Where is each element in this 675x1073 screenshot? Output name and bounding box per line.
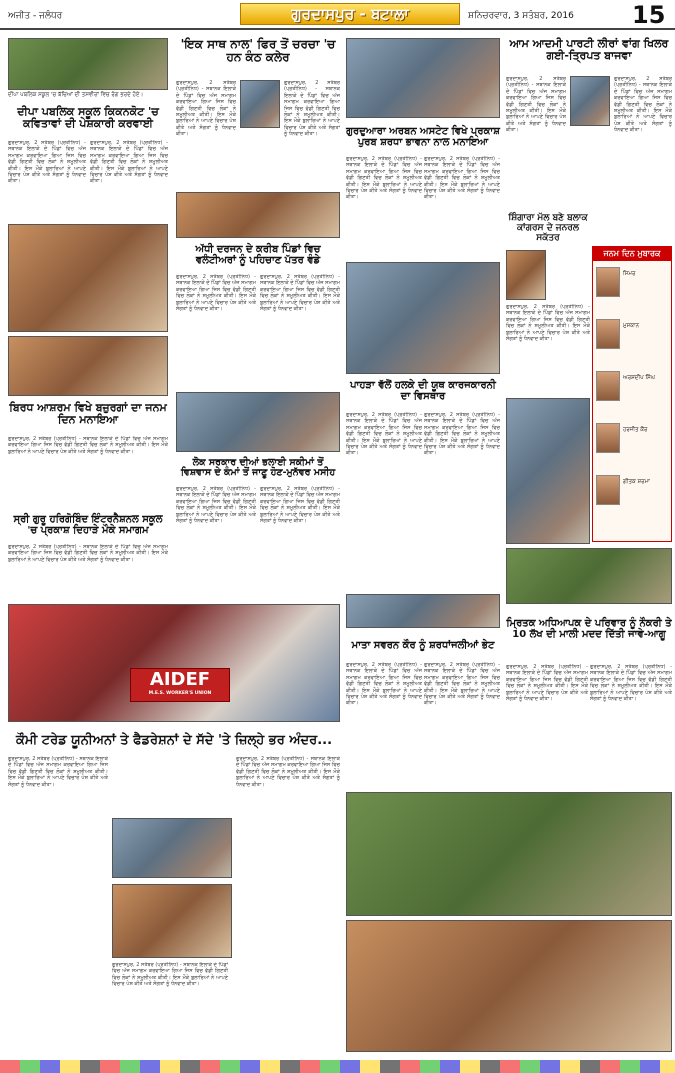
aap-headline: ਆਮ ਆਦਮੀ ਪਾਰਟੀ ਲੀਰਾਂ ਵਾਂਗ ਖਿਲਰ ਗਈ-ਤ੍ਰਿਪਤ ਬਾਜਵਾ — [509, 37, 669, 63]
teachers-photo — [506, 548, 672, 604]
article-body: ਗੁਰਦਾਸਪੁਰ, 2 ਸਤੰਬਰ (ਪ੍ਰਤੀਨਿਧ) - ਸਥਾਨਕ ਇਲਾਕੇ ਦੇ ਪਿੰਡਾਂ ਵਿਚ ਅੱਜ ਸਮਾਗਮ ਕਰਵਾਇਆ ਗਿਆ ਜਿਸ ਵਿਚ ਵੱਡੀ ਗਿਣਤੀ ਵਿਚ ਲੋਕਾਂ ਨੇ ਸ਼ਮੂਲੀਅਤ ਕੀਤੀ। ਇਸ ਮੌਕੇ ਬੁਲਾਰਿਆਂ ਨੇ ਆਪਣੇ ਵਿਚਾਰ ਪੇਸ਼ ਕੀਤੇ ਅਤੇ ਸੰਗਤਾਂ ਨੂੰ ਧੰਨਵਾਦ ਕੀਤਾ। — [8, 544, 168, 563]
article-body: ਗੁਰਦਾਸਪੁਰ, 2 ਸਤੰਬਰ (ਪ੍ਰਤੀਨਿਧ) - ਸਥਾਨਕ ਇਲਾਕੇ ਦੇ ਪਿੰਡਾਂ ਵਿਚ ਅੱਜ ਸਮਾਗਮ ਕਰਵਾਇਆ ਗਿਆ ਜਿਸ ਵਿਚ ਵੱਡੀ ਗਿਣਤੀ ਵਿਚ ਲੋਕਾਂ ਨੇ ਸ਼ਮੂਲੀਅਤ ਕੀਤੀ। ਇਸ ਮੌਕੇ ਬੁਲਾਰਿਆਂ ਨੇ ਆਪਣੇ ਵਿਚਾਰ ਪੇਸ਼ ਕੀਤੇ ਅਤੇ ਸੰਗਤਾਂ ਨੂੰ ਧੰਨਵਾਦ ਕੀਤਾ। — [260, 486, 340, 525]
article-body: ਗੁਰਦਾਸਪੁਰ, 2 ਸਤੰਬਰ (ਪ੍ਰਤੀਨਿਧ) - ਸਥਾਨਕ ਇਲਾਕੇ ਦੇ ਪਿੰਡਾਂ ਵਿਚ ਅੱਜ ਸਮਾਗਮ ਕਰਵਾਇਆ ਗਿਆ ਜਿਸ ਵਿਚ ਵੱਡੀ ਗਿਣਤੀ ਵਿਚ ਲੋਕਾਂ ਨੇ ਸ਼ਮੂਲੀਅਤ ਕੀਤੀ। ਇਸ ਮੌਕੇ ਬੁਲਾਰਿਆਂ ਨੇ ਆਪਣੇ ਵਿਚਾਰ ਪੇਸ਼ ਕੀਤੇ ਅਤੇ ਸੰਗਤਾਂ ਨੂੰ ਧੰਨਵਾਦ ਕੀਤਾ। — [8, 436, 168, 455]
aidef-banner — [130, 668, 230, 702]
article-body: ਗੁਰਦਾਸਪੁਰ, 2 ਸਤੰਬਰ (ਪ੍ਰਤੀਨਿਧ) - ਸਥਾਨਕ ਇਲਾਕੇ ਦੇ ਪਿੰਡਾਂ ਵਿਚ ਅੱਜ ਸਮਾਗਮ ਕਰਵਾਇਆ ਗਿਆ ਜਿਸ ਵਿਚ ਵੱਡੀ ਗਿਣਤੀ ਵਿਚ ਲੋਕਾਂ ਨੇ ਸ਼ਮੂਲੀਅਤ ਕੀਤੀ। ਇਸ ਮੌਕੇ ਬੁਲਾਰਿਆਂ ਨੇ ਆਪਣੇ ਵਿਚਾਰ ਪੇਸ਼ ਕੀਤੇ ਅਤੇ ਸੰਗਤਾਂ ਨੂੰ ਧੰਨਵਾਦ ਕੀਤਾ। — [506, 304, 590, 343]
kid-name: ਮੁਸਕਾਨ — [623, 323, 640, 329]
gurdwara-headline: ਗੁਰਦੁਆਰਾ ਅਰਬਨ ਅਸਟੇਟ ਵਿਖੇ ਪ੍ਰਕਾਸ਼ ਪੁਰਬ ਸ਼ਰਧਾ ਭਾਵਨਾ ਨਾਲ ਮਨਾਇਆ — [346, 126, 500, 148]
trupt-bajwa-photo — [570, 76, 610, 126]
adhi-darjan-headline: ਅੱਧੀ ਦਰਜਨ ਦੇ ਕਰੀਬ ਪਿੰਡਾਂ ਵਿਚ ਵਲੰਟੀਅਰਾਂ ਨੂੰ ਪਹਿਚਾਣ ਪੱਤਰ ਵੰਡੇ — [195, 244, 321, 266]
trade-union-photo — [8, 604, 340, 722]
issue-date: ਸ਼ਨਿਚਰਵਾਰ, 3 ਸਤੰਬਰ, 2016 — [468, 11, 574, 21]
ek-saath-headline: 'ਇਕ ਸਾਥ ਨਾਲ' ਫਿਰ ਤੋਂ ਚਰਚਾ 'ਚ ਹਨ ਕੰਠ ਕਲੇਰ — [180, 37, 336, 65]
page-number: 15 — [632, 1, 666, 29]
trade-union-headline: ਕੌਮੀ ਟਰੇਡ ਯੂਨੀਅਨਾਂ ਤੇ ਫੈਡਰੇਸ਼ਨਾਂ ਦੇ ਸੱਦੇ 'ਤੇ ਜ਼ਿਲ੍ਹੇ ਭਰ ਅੰਦਰ... — [15, 733, 333, 748]
article-body: ਗੁਰਦਾਸਪੁਰ, 2 ਸਤੰਬਰ (ਪ੍ਰਤੀਨਿਧ) - ਸਥਾਨਕ ਇਲਾਕੇ ਦੇ ਪਿੰਡਾਂ ਵਿਚ ਅੱਜ ਸਮਾਗਮ ਕਰਵਾਇਆ ਗਿਆ ਜਿਸ ਵਿਚ ਵੱਡੀ ਗਿਣਤੀ ਵਿਚ ਲੋਕਾਂ ਨੇ ਸ਼ਮੂਲੀਅਤ ਕੀਤੀ। ਇਸ ਮੌਕੇ ਬੁਲਾਰਿਆਂ ਨੇ ਆਪਣੇ ਵਿਚਾਰ ਪੇਸ਼ ਕੀਤੇ ਅਤੇ ਸੰਗਤਾਂ ਨੂੰ ਧੰਨਵਾਦ ਕੀਤਾ। — [590, 664, 672, 703]
kid-name: ਸਿਮਰ — [623, 271, 636, 277]
article-body: ਗੁਰਦਾਸਪੁਰ, 2 ਸਤੰਬਰ (ਪ੍ਰਤੀਨਿਧ) - ਸਥਾਨਕ ਇਲਾਕੇ ਦੇ ਪਿੰਡਾਂ ਵਿਚ ਅੱਜ ਸਮਾਗਮ ਕਰਵਾਇਆ ਗਿਆ ਜਿਸ ਵਿਚ ਵੱਡੀ ਗਿਣਤੀ ਵਿਚ ਲੋਕਾਂ ਨੇ ਸ਼ਮੂਲੀਅਤ ਕੀਤੀ। ਇਸ ਮੌਕੇ ਬੁਲਾਰਿਆਂ ਨੇ ਆਪਣੇ ਵਿਚਾਰ ਪੇਸ਼ ਕੀਤੇ ਅਤੇ ਸੰਗਤਾਂ ਨੂੰ ਧੰਨਵਾਦ ਕੀਤਾ। — [112, 962, 228, 988]
article-body: ਗੁਰਦਾਸਪੁਰ, 2 ਸਤੰਬਰ (ਪ੍ਰਤੀਨਿਧ) - ਸਥਾਨਕ ਇਲਾਕੇ ਦੇ ਪਿੰਡਾਂ ਵਿਚ ਅੱਜ ਸਮਾਗਮ ਕਰਵਾਇਆ ਗਿਆ ਜਿਸ ਵਿਚ ਵੱਡੀ ਗਿਣਤੀ ਵਿਚ ਲੋਕਾਂ ਨੇ ਸ਼ਮੂਲੀਅਤ ਕੀਤੀ। ਇਸ ਮੌਕੇ ਬੁਲਾਰਿਆਂ ਨੇ ਆਪਣੇ ਵਿਚਾਰ ਪੇਸ਼ ਕੀਤੇ ਅਤੇ ਸੰਗਤਾਂ ਨੂੰ ਧੰਨਵਾਦ ਕੀਤਾ। — [506, 76, 566, 134]
rally-photo-2 — [112, 884, 232, 958]
volunteers-photo — [176, 192, 340, 238]
aidef-banner-sub: M.E.S. WORKER'S UNION — [148, 691, 212, 696]
color-registration-strip — [0, 1060, 675, 1073]
kid-name: ਅਰਸ਼ਦੀਪ ਸਿੰਘ — [623, 375, 655, 381]
mata-swaran-photo — [346, 594, 500, 628]
section-title: ਗੁਰਦਾਸਪੁਰ - ਬਟਾਲਾ — [240, 3, 460, 25]
kid-photo — [596, 267, 620, 297]
article-body: ਗੁਰਦਾਸਪੁਰ, 2 ਸਤੰਬਰ (ਪ੍ਰਤੀਨਿਧ) - ਸਥਾਨਕ ਇਲਾਕੇ ਦੇ ਪਿੰਡਾਂ ਵਿਚ ਅੱਜ ਸਮਾਗਮ ਕਰਵਾਇਆ ਗਿਆ ਜਿਸ ਵਿਚ ਵੱਡੀ ਗਿਣਤੀ ਵਿਚ ਲੋਕਾਂ ਨੇ ਸ਼ਮੂਲੀਅਤ ਕੀਤੀ। ਇਸ ਮੌਕੇ ਬੁਲਾਰਿਆਂ ਨੇ ਆਪਣੇ ਵਿਚਾਰ ਪੇਸ਼ ਕੀਤੇ ਅਤੇ ਸੰਗਤਾਂ ਨੂੰ ਧੰਨਵਾਦ ਕੀਤਾ। — [614, 76, 672, 134]
kid-photo — [596, 423, 620, 453]
kid-photo — [596, 319, 620, 349]
birthday-box-title: ਜਨਮ ਦਿਨ ਮੁਬਾਰਕ — [593, 247, 671, 261]
masthead — [0, 0, 675, 30]
ceremony-photo — [346, 262, 500, 374]
school-kids-photo — [8, 224, 168, 332]
singer-portrait-photo — [240, 80, 280, 128]
article-body: ਗੁਰਦਾਸਪੁਰ, 2 ਸਤੰਬਰ (ਪ੍ਰਤੀਨਿਧ) - ਸਥਾਨਕ ਇਲਾਕੇ ਦੇ ਪਿੰਡਾਂ ਵਿਚ ਅੱਜ ਸਮਾਗਮ ਕਰਵਾਇਆ ਗਿਆ ਜਿਸ ਵਿਚ ਵੱਡੀ ਗਿਣਤੀ ਵਿਚ ਲੋਕਾਂ ਨੇ ਸ਼ਮੂਲੀਅਤ ਕੀਤੀ। ਇਸ ਮੌਕੇ ਬੁਲਾਰਿਆਂ ਨੇ ਆਪਣੇ ਵਿਚਾਰ ਪੇਸ਼ ਕੀਤੇ ਅਤੇ ਸੰਗਤਾਂ ਨੂੰ ਧੰਨਵਾਦ ਕੀਤਾ। — [346, 412, 422, 457]
school-event-caption: ਦੀਪਾ ਪਬਲਿਕ ਸਕੂਲ 'ਚ ਬੱਚਿਆਂ ਦੀ ਤਸਵੀਰਾਂ ਵਿਚ ਰੰਗ ਭਰਦੇ ਹੋਏ। — [8, 92, 144, 98]
kid-photo — [596, 475, 620, 505]
article-body: ਗੁਰਦਾਸਪੁਰ, 2 ਸਤੰਬਰ (ਪ੍ਰਤੀਨਿਧ) - ਸਥਾਨਕ ਇਲਾਕੇ ਦੇ ਪਿੰਡਾਂ ਵਿਚ ਅੱਜ ਸਮਾਗਮ ਕਰਵਾਇਆ ਗਿਆ ਜਿਸ ਵਿਚ ਵੱਡੀ ਗਿਣਤੀ ਵਿਚ ਲੋਕਾਂ ਨੇ ਸ਼ਮੂਲੀਅਤ ਕੀਤੀ। ਇਸ ਮੌਕੇ ਬੁਲਾਰਿਆਂ ਨੇ ਆਪਣੇ ਵਿਚਾਰ ਪੇਸ਼ ਕੀਤੇ ਅਤੇ ਸੰਗਤਾਂ ਨੂੰ ਧੰਨਵਾਦ ਕੀਤਾ। — [176, 486, 256, 525]
lok-sarkar-headline: ਲੋਕ ਸਰਕਾਰ ਦੀਆਂ ਭਲਾਈ ਸਕੀਮਾਂ ਤੋਂ ਵਿਸ਼ਵਾਸ ਦੇ ਕੰਮਾਂ ਤੋਂ ਜਾਣੂ ਹੋਣ-ਮੁਨੱਵਰ ਮਸੀਹ — [180, 457, 336, 479]
article-body: ਗੁਰਦਾਸਪੁਰ, 2 ਸਤੰਬਰ (ਪ੍ਰਤੀਨਿਧ) - ਸਥਾਨਕ ਇਲਾਕੇ ਦੇ ਪਿੰਡਾਂ ਵਿਚ ਅੱਜ ਸਮਾਗਮ ਕਰਵਾਇਆ ਗਿਆ ਜਿਸ ਵਿਚ ਵੱਡੀ ਗਿਣਤੀ ਵਿਚ ਲੋਕਾਂ ਨੇ ਸ਼ਮੂਲੀਅਤ ਕੀਤੀ। ਇਸ ਮੌਕੇ ਬੁਲਾਰਿਆਂ ਨੇ ਆਪਣੇ ਵਿਚਾਰ ਪੇਸ਼ ਕੀਤੇ ਅਤੇ ਸੰਗਤਾਂ ਨੂੰ ਧੰਨਵਾਦ ਕੀਤਾ। — [236, 756, 340, 788]
lok-sarkar-photo — [176, 392, 340, 452]
article-body: ਗੁਰਦਾਸਪੁਰ, 2 ਸਤੰਬਰ (ਪ੍ਰਤੀਨਿਧ) - ਸਥਾਨਕ ਇਲਾਕੇ ਦੇ ਪਿੰਡਾਂ ਵਿਚ ਅੱਜ ਸਮਾਗਮ ਕਰਵਾਇਆ ਗਿਆ ਜਿਸ ਵਿਚ ਵੱਡੀ ਗਿਣਤੀ ਵਿਚ ਲੋਕਾਂ ਨੇ ਸ਼ਮੂਲੀਅਤ ਕੀਤੀ। ਇਸ ਮੌਕੇ ਬੁਲਾਰਿਆਂ ਨੇ ਆਪਣੇ ਵਿਚਾਰ ਪੇਸ਼ ਕੀਤੇ ਅਤੇ ਸੰਗਤਾਂ ਨੂੰ ਧੰਨਵਾਦ ਕੀਤਾ। — [8, 756, 108, 788]
aidef-banner-title: AIDEF — [149, 669, 211, 690]
kid-name: ਹਰਜੀਤ ਕੌਰ — [623, 427, 648, 433]
hargobind-school-headline: ਸ੍ਰੀ ਗੁਰੂ ਹਰਿਗੋਬਿੰਦ ਇੰਟਰਨੈਸ਼ਨਲ ਸਕੂਲ 'ਚ ਪ੍ਰਕਾਸ਼ ਦਿਹਾੜੇ ਮੌਕੇ ਸਮਾਗਮ — [13, 514, 163, 536]
kid-photo — [596, 371, 620, 401]
birdh-ashram-photo — [8, 336, 168, 396]
article-body: ਗੁਰਦਾਸਪੁਰ, 2 ਸਤੰਬਰ (ਪ੍ਰਤੀਨਿਧ) - ਸਥਾਨਕ ਇਲਾਕੇ ਦੇ ਪਿੰਡਾਂ ਵਿਚ ਅੱਜ ਸਮਾਗਮ ਕਰਵਾਇਆ ਗਿਆ ਜਿਸ ਵਿਚ ਵੱਡੀ ਗਿਣਤੀ ਵਿਚ ਲੋਕਾਂ ਨੇ ਸ਼ਮੂਲੀਅਤ ਕੀਤੀ। ਇਸ ਮੌਕੇ ਬੁਲਾਰਿਆਂ ਨੇ ਆਪਣੇ ਵਿਚਾਰ ਪੇਸ਼ ਕੀਤੇ ਅਤੇ ਸੰਗਤਾਂ ਨੂੰ ਧੰਨਵਾਦ ਕੀਤਾ। — [424, 156, 500, 201]
article-body: ਗੁਰਦਾਸਪੁਰ, 2 ਸਤੰਬਰ (ਪ੍ਰਤੀਨਿਧ) - ਸਥਾਨਕ ਇਲਾਕੇ ਦੇ ਪਿੰਡਾਂ ਵਿਚ ਅੱਜ ਸਮਾਗਮ ਕਰਵਾਇਆ ਗਿਆ ਜਿਸ ਵਿਚ ਵੱਡੀ ਗਿਣਤੀ ਵਿਚ ਲੋਕਾਂ ਨੇ ਸ਼ਮੂਲੀਅਤ ਕੀਤੀ। ਇਸ ਮੌਕੇ ਬੁਲਾਰਿਆਂ ਨੇ ਆਪਣੇ ਵਿਚਾਰ ਪੇਸ਼ ਕੀਤੇ ਅਤੇ ਸੰਗਤਾਂ ਨੂੰ ਧੰਨਵਾਦ ਕੀਤਾ। — [506, 664, 588, 703]
article-body: ਗੁਰਦਾਸਪੁਰ, 2 ਸਤੰਬਰ (ਪ੍ਰਤੀਨਿਧ) - ਸਥਾਨਕ ਇਲਾਕੇ ਦੇ ਪਿੰਡਾਂ ਵਿਚ ਅੱਜ ਸਮਾਗਮ ਕਰਵਾਇਆ ਗਿਆ ਜਿਸ ਵਿਚ ਵੱਡੀ ਗਿਣਤੀ ਵਿਚ ਲੋਕਾਂ ਨੇ ਸ਼ਮੂਲੀਅਤ ਕੀਤੀ। ਇਸ ਮੌਕੇ ਬੁਲਾਰਿਆਂ ਨੇ ਆਪਣੇ ਵਿਚਾਰ ਪੇਸ਼ ਕੀਤੇ ਅਤੇ ਸੰਗਤਾਂ ਨੂੰ ਧੰਨਵਾਦ ਕੀਤਾ। — [346, 156, 422, 201]
birdh-ashram-headline: ਬਿਰਧ ਆਸ਼ਰਮ ਵਿਖੇ ਬਜ਼ੁਰਗਾਂ ਦਾ ਜਨਮ ਦਿਨ ਮਨਾਇਆ — [9, 401, 167, 427]
shingara-headline: ਸ਼ਿੰਗਾਰਾ ਮੱਲ ਬਣੇ ਬਲਾਕ ਕਾਂਗਰਸ ਦੇ ਜਨਰਲ ਸਕੱਤਰ — [508, 213, 588, 243]
article-body: ਗੁਰਦਾਸਪੁਰ, 2 ਸਤੰਬਰ (ਪ੍ਰਤੀਨਿਧ) - ਸਥਾਨਕ ਇਲਾਕੇ ਦੇ ਪਿੰਡਾਂ ਵਿਚ ਅੱਜ ਸਮਾਗਮ ਕਰਵਾਇਆ ਗਿਆ ਜਿਸ ਵਿਚ ਵੱਡੀ ਗਿਣਤੀ ਵਿਚ ਲੋਕਾਂ ਨੇ ਸ਼ਮੂਲੀਅਤ ਕੀਤੀ। ਇਸ ਮੌਕੇ ਬੁਲਾਰਿਆਂ ਨੇ ਆਪਣੇ ਵਿਚਾਰ ਪੇਸ਼ ਕੀਤੇ ਅਤੇ ਸੰਗਤਾਂ ਨੂੰ ਧੰਨਵਾਦ ਕੀਤਾ। — [284, 80, 340, 138]
edition-label: ਅਜੀਤ - ਜਲੰਧਰ — [8, 11, 63, 21]
union-members-photo — [346, 920, 672, 1052]
school-event-photo — [8, 38, 168, 90]
union-leaders-photo — [346, 792, 672, 916]
article-body: ਗੁਰਦਾਸਪੁਰ, 2 ਸਤੰਬਰ (ਪ੍ਰਤੀਨਿਧ) - ਸਥਾਨਕ ਇਲਾਕੇ ਦੇ ਪਿੰਡਾਂ ਵਿਚ ਅੱਜ ਸਮਾਗਮ ਕਰਵਾਇਆ ਗਿਆ ਜਿਸ ਵਿਚ ਵੱਡੀ ਗਿਣਤੀ ਵਿਚ ਲੋਕਾਂ ਨੇ ਸ਼ਮੂਲੀਅਤ ਕੀਤੀ। ਇਸ ਮੌਕੇ ਬੁਲਾਰਿਆਂ ਨੇ ਆਪਣੇ ਵਿਚਾਰ ਪੇਸ਼ ਕੀਤੇ ਅਤੇ ਸੰਗਤਾਂ ਨੂੰ ਧੰਨਵਾਦ ਕੀਤਾ। — [8, 140, 86, 185]
mritak-headline: ਮ੍ਰਿਤਕ ਅਧਿਆਪਕ ਦੇ ਪਰਿਵਾਰ ਨੂੰ ਨੌਕਰੀ ਤੇ 10 ਲੱਖ ਦੀ ਮਾਲੀ ਮਦਦ ਦਿੱਤੀ ਜਾਵੇ-ਆਗੂ — [506, 618, 672, 640]
pahra-headline: ਪਾਹੜਾ ਵੱਲੋਂ ਹਲਕੇ ਦੀ ਯੂਥ ਕਾਰਜਕਾਰਨੀ ਦਾ ਵਿਸਥਾਰ — [350, 380, 496, 402]
gurdwara-photo — [346, 38, 500, 118]
article-body: ਗੁਰਦਾਸਪੁਰ, 2 ਸਤੰਬਰ (ਪ੍ਰਤੀਨਿਧ) - ਸਥਾਨਕ ਇਲਾਕੇ ਦੇ ਪਿੰਡਾਂ ਵਿਚ ਅੱਜ ਸਮਾਗਮ ਕਰਵਾਇਆ ਗਿਆ ਜਿਸ ਵਿਚ ਵੱਡੀ ਗਿਣਤੀ ਵਿਚ ਲੋਕਾਂ ਨੇ ਸ਼ਮੂਲੀਅਤ ਕੀਤੀ। ਇਸ ਮੌਕੇ ਬੁਲਾਰਿਆਂ ਨੇ ਆਪਣੇ ਵਿਚਾਰ ਪੇਸ਼ ਕੀਤੇ ਅਤੇ ਸੰਗਤਾਂ ਨੂੰ ਧੰਨਵਾਦ ਕੀਤਾ। — [260, 274, 340, 313]
article-body: ਗੁਰਦਾਸਪੁਰ, 2 ਸਤੰਬਰ (ਪ੍ਰਤੀਨਿਧ) - ਸਥਾਨਕ ਇਲਾਕੇ ਦੇ ਪਿੰਡਾਂ ਵਿਚ ਅੱਜ ਸਮਾਗਮ ਕਰਵਾਇਆ ਗਿਆ ਜਿਸ ਵਿਚ ਵੱਡੀ ਗਿਣਤੀ ਵਿਚ ਲੋਕਾਂ ਨੇ ਸ਼ਮੂਲੀਅਤ ਕੀਤੀ। ਇਸ ਮੌਕੇ ਬੁਲਾਰਿਆਂ ਨੇ ਆਪਣੇ ਵਿਚਾਰ ਪੇਸ਼ ਕੀਤੇ ਅਤੇ ਸੰਗਤਾਂ ਨੂੰ ਧੰਨਵਾਦ ਕੀਤਾ। — [424, 412, 500, 457]
article-body: ਗੁਰਦਾਸਪੁਰ, 2 ਸਤੰਬਰ (ਪ੍ਰਤੀਨਿਧ) - ਸਥਾਨਕ ਇਲਾਕੇ ਦੇ ਪਿੰਡਾਂ ਵਿਚ ਅੱਜ ਸਮਾਗਮ ਕਰਵਾਇਆ ਗਿਆ ਜਿਸ ਵਿਚ ਵੱਡੀ ਗਿਣਤੀ ਵਿਚ ਲੋਕਾਂ ਨੇ ਸ਼ਮੂਲੀਅਤ ਕੀਤੀ। ਇਸ ਮੌਕੇ ਬੁਲਾਰਿਆਂ ਨੇ ਆਪਣੇ ਵਿਚਾਰ ਪੇਸ਼ ਕੀਤੇ ਅਤੇ ਸੰਗਤਾਂ ਨੂੰ ਧੰਨਵਾਦ ਕੀਤਾ। — [346, 662, 422, 707]
protest-photo — [506, 398, 590, 544]
rally-photo-1 — [112, 818, 232, 878]
birthday-box — [592, 246, 672, 542]
article-body: ਗੁਰਦਾਸਪੁਰ, 2 ਸਤੰਬਰ (ਪ੍ਰਤੀਨਿਧ) - ਸਥਾਨਕ ਇਲਾਕੇ ਦੇ ਪਿੰਡਾਂ ਵਿਚ ਅੱਜ ਸਮਾਗਮ ਕਰਵਾਇਆ ਗਿਆ ਜਿਸ ਵਿਚ ਵੱਡੀ ਗਿਣਤੀ ਵਿਚ ਲੋਕਾਂ ਨੇ ਸ਼ਮੂਲੀਅਤ ਕੀਤੀ। ਇਸ ਮੌਕੇ ਬੁਲਾਰਿਆਂ ਨੇ ਆਪਣੇ ਵਿਚਾਰ ਪੇਸ਼ ਕੀਤੇ ਅਤੇ ਸੰਗਤਾਂ ਨੂੰ ਧੰਨਵਾਦ ਕੀਤਾ। — [90, 140, 168, 185]
shingara-mall-photo — [506, 250, 546, 300]
article-body: ਗੁਰਦਾਸਪੁਰ, 2 ਸਤੰਬਰ (ਪ੍ਰਤੀਨਿਧ) - ਸਥਾਨਕ ਇਲਾਕੇ ਦੇ ਪਿੰਡਾਂ ਵਿਚ ਅੱਜ ਸਮਾਗਮ ਕਰਵਾਇਆ ਗਿਆ ਜਿਸ ਵਿਚ ਵੱਡੀ ਗਿਣਤੀ ਵਿਚ ਲੋਕਾਂ ਨੇ ਸ਼ਮੂਲੀਅਤ ਕੀਤੀ। ਇਸ ਮੌਕੇ ਬੁਲਾਰਿਆਂ ਨੇ ਆਪਣੇ ਵਿਚਾਰ ਪੇਸ਼ ਕੀਤੇ ਅਤੇ ਸੰਗਤਾਂ ਨੂੰ ਧੰਨਵਾਦ ਕੀਤਾ। — [424, 662, 500, 707]
mata-swaran-headline: ਮਾਤਾ ਸਵਰਨ ਕੌਰ ਨੂੰ ਸ਼ਰਧਾਂਜਲੀਆਂ ਭੇਟ — [351, 640, 495, 651]
school-event-headline: ਦੀਪਾ ਪਬਲਿਕ ਸਕੂਲ ਕਿਕਨਕੋਟ 'ਚ ਕਵਿਤਾਵਾਂ ਦੀ ਪੇਸ਼ਕਾਰੀ ਕਰਵਾਈ — [17, 105, 159, 131]
article-body: ਗੁਰਦਾਸਪੁਰ, 2 ਸਤੰਬਰ (ਪ੍ਰਤੀਨਿਧ) - ਸਥਾਨਕ ਇਲਾਕੇ ਦੇ ਪਿੰਡਾਂ ਵਿਚ ਅੱਜ ਸਮਾਗਮ ਕਰਵਾਇਆ ਗਿਆ ਜਿਸ ਵਿਚ ਵੱਡੀ ਗਿਣਤੀ ਵਿਚ ਲੋਕਾਂ ਨੇ ਸ਼ਮੂਲੀਅਤ ਕੀਤੀ। ਇਸ ਮੌਕੇ ਬੁਲਾਰਿਆਂ ਨੇ ਆਪਣੇ ਵਿਚਾਰ ਪੇਸ਼ ਕੀਤੇ ਅਤੇ ਸੰਗਤਾਂ ਨੂੰ ਧੰਨਵਾਦ ਕੀਤਾ। — [176, 274, 256, 313]
kid-name: ਗੀਤਕ ਸ਼ਰਮਾ — [623, 479, 650, 485]
article-body: ਗੁਰਦਾਸਪੁਰ, 2 ਸਤੰਬਰ (ਪ੍ਰਤੀਨਿਧ) - ਸਥਾਨਕ ਇਲਾਕੇ ਦੇ ਪਿੰਡਾਂ ਵਿਚ ਅੱਜ ਸਮਾਗਮ ਕਰਵਾਇਆ ਗਿਆ ਜਿਸ ਵਿਚ ਵੱਡੀ ਗਿਣਤੀ ਵਿਚ ਲੋਕਾਂ ਨੇ ਸ਼ਮੂਲੀਅਤ ਕੀਤੀ। ਇਸ ਮੌਕੇ ਬੁਲਾਰਿਆਂ ਨੇ ਆਪਣੇ ਵਿਚਾਰ ਪੇਸ਼ ਕੀਤੇ ਅਤੇ ਸੰਗਤਾਂ ਨੂੰ ਧੰਨਵਾਦ ਕੀਤਾ। — [176, 80, 236, 138]
